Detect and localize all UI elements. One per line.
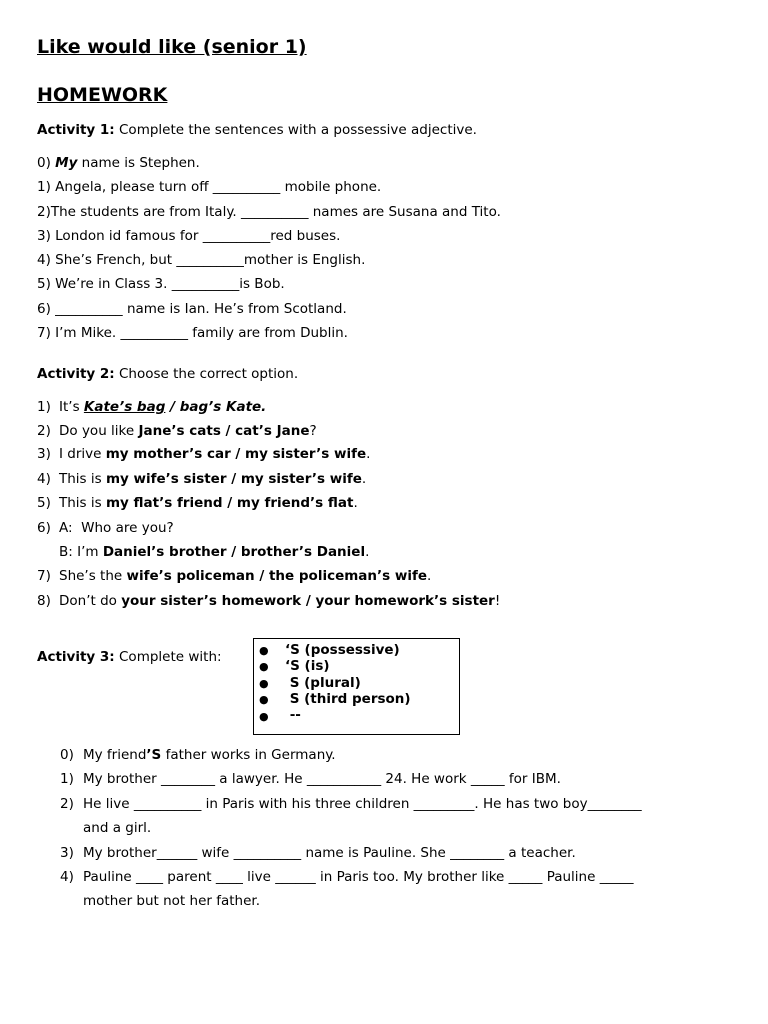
activity2-item-option: Jane’s cats / cat’s Jane [138,423,310,439]
activity2-item-post: . [365,544,370,560]
activity2-item-pre: It’s [59,399,84,415]
activity1-label: Activity 1: [37,122,115,138]
bullet-icon: ● [259,677,269,690]
activity2-item-post: . [427,568,432,584]
activity2-heading [37,365,298,383]
option-item: ‘S (possessive) [285,642,400,658]
activity2-item-pre: This is [59,495,106,511]
activity2-item-number: 4) [37,471,51,487]
activity2-item-option: your sister’s homework / your homework’s sister [121,593,495,609]
activity2-item-pre: B: I’m [59,544,103,560]
activity3-item-number: 2) [60,796,74,812]
activity3-item: My brother ________ a lawyer. He ___________ 24. He work _____ for IBM. [83,771,561,787]
activity3-item: mother but not her father. [83,893,261,909]
activity3-item-number: 1) [60,771,74,787]
activity2-label: Activity 2: [37,366,115,382]
activity2-item-post: . [353,495,358,511]
activity2-item-pre: Don’t do [59,593,122,609]
activity1-example-prefix: 0) [37,155,56,171]
activity1-instruction: Complete the sentences with a possessive adjective. [114,122,477,138]
activity2-item-number: 5) [37,495,51,511]
option-item: -- [285,707,301,723]
activity2-item-number: 6) [37,520,51,536]
activity2-item-option: my flat’s friend / my friend’s flat [105,495,354,511]
activity2-item [59,543,369,561]
activity3-example-pre: My friend [83,747,147,763]
activity3-item: Pauline ____ parent ____ live ______ in Paris too. My brother like _____ Pauline _____ [83,869,634,885]
activity2-item-pre: This is [59,471,106,487]
activity1-item: 5) We’re in Class 3. __________is Bob. [37,276,285,292]
activity2-item [59,422,317,440]
activity3-example-bold: ’S [146,747,162,763]
activity3-example-number: 0) [60,747,74,763]
activity2-item-option-alt: / bag’s Kate. [165,399,267,415]
activity2-item-option: Daniel’s brother / brother’s Daniel [102,544,366,560]
activity2-item-option: wife’s policeman / the policeman’s wife [126,568,428,584]
activity3-label: Activity 3: [37,649,115,665]
activity2-item [59,398,266,416]
activity1-item: 3) London id famous for __________red buses. [37,228,341,244]
activity1-example-rest: name is Stephen. [77,155,200,171]
activity2-item-post: ! [494,593,501,609]
activity2-item-number: 2) [37,423,51,439]
activity2-item [59,470,366,488]
activity3-example [83,746,336,764]
activity2-item-post: . [361,471,367,487]
bullet-icon: ● [259,644,269,657]
page-title: Like would like (senior 1) [37,36,307,58]
activity3-item: My brother______ wife __________ name is Pauline. She ________ a teacher. [83,845,576,861]
activity2-item-pre: I drive [59,446,106,462]
activity2-item [59,519,174,537]
activity1-item: 1) Angela, please turn off __________ mobile phone. [37,179,382,195]
activity1-item: 6) __________ name is Ian. He’s from Scotland. [37,301,347,317]
activity1-item: 4) She’s French, but __________mother is English. [37,252,366,268]
activity3-item: and a girl. [83,820,152,836]
bullet-icon: ● [259,693,269,706]
activity3-example-post: father works in Germany. [161,747,336,763]
activity2-item-number: 7) [37,568,51,584]
bullet-icon: ● [259,660,269,673]
activity1-example-word: My [55,155,78,171]
activity2-item-post: ? [309,423,317,439]
activity2-item-pre: She’s the [59,568,127,584]
activity2-item-pre: Do you like [59,423,139,439]
activity1-item: 7) I’m Mike. __________ family are from Dublin. [37,325,348,341]
bullet-icon: ● [259,710,269,723]
option-item: ‘S (is) [285,658,330,674]
activity1-heading [37,121,477,139]
activity2-item-number: 3) [37,446,51,462]
option-item: S (third person) [285,691,411,707]
activity3-instruction: Complete with: [114,649,222,665]
activity2-item-option: my mother’s car / my sister’s wife [105,446,367,462]
activity2-item [59,494,358,512]
homework-heading: HOMEWORK [37,84,168,106]
activity2-item [59,567,431,585]
activity2-item-option: Kate’s bag [83,399,166,415]
activity2-item [59,445,370,463]
activity1-example [37,154,200,172]
activity3-heading [37,648,222,666]
activity3-item-number: 3) [60,845,74,861]
activity2-item-number: 8) [37,593,51,609]
activity2-item-pre: A: Who are you? [59,520,174,536]
activity2-item-option: my wife’s sister / my sister’s wife [105,471,362,487]
option-item: S (plural) [285,675,361,691]
activity2-item-number: 1) [37,399,51,415]
activity3-item: He live __________ in Paris with his three children _________. He has two boy________ [83,796,642,812]
activity3-item-number: 4) [60,869,74,885]
activity2-item-post: . [366,446,371,462]
activity1-item: 2)The students are from Italy. __________ names are Susana and Tito. [37,204,501,220]
activity2-item [59,592,500,610]
activity2-instruction: Choose the correct option. [114,366,299,382]
